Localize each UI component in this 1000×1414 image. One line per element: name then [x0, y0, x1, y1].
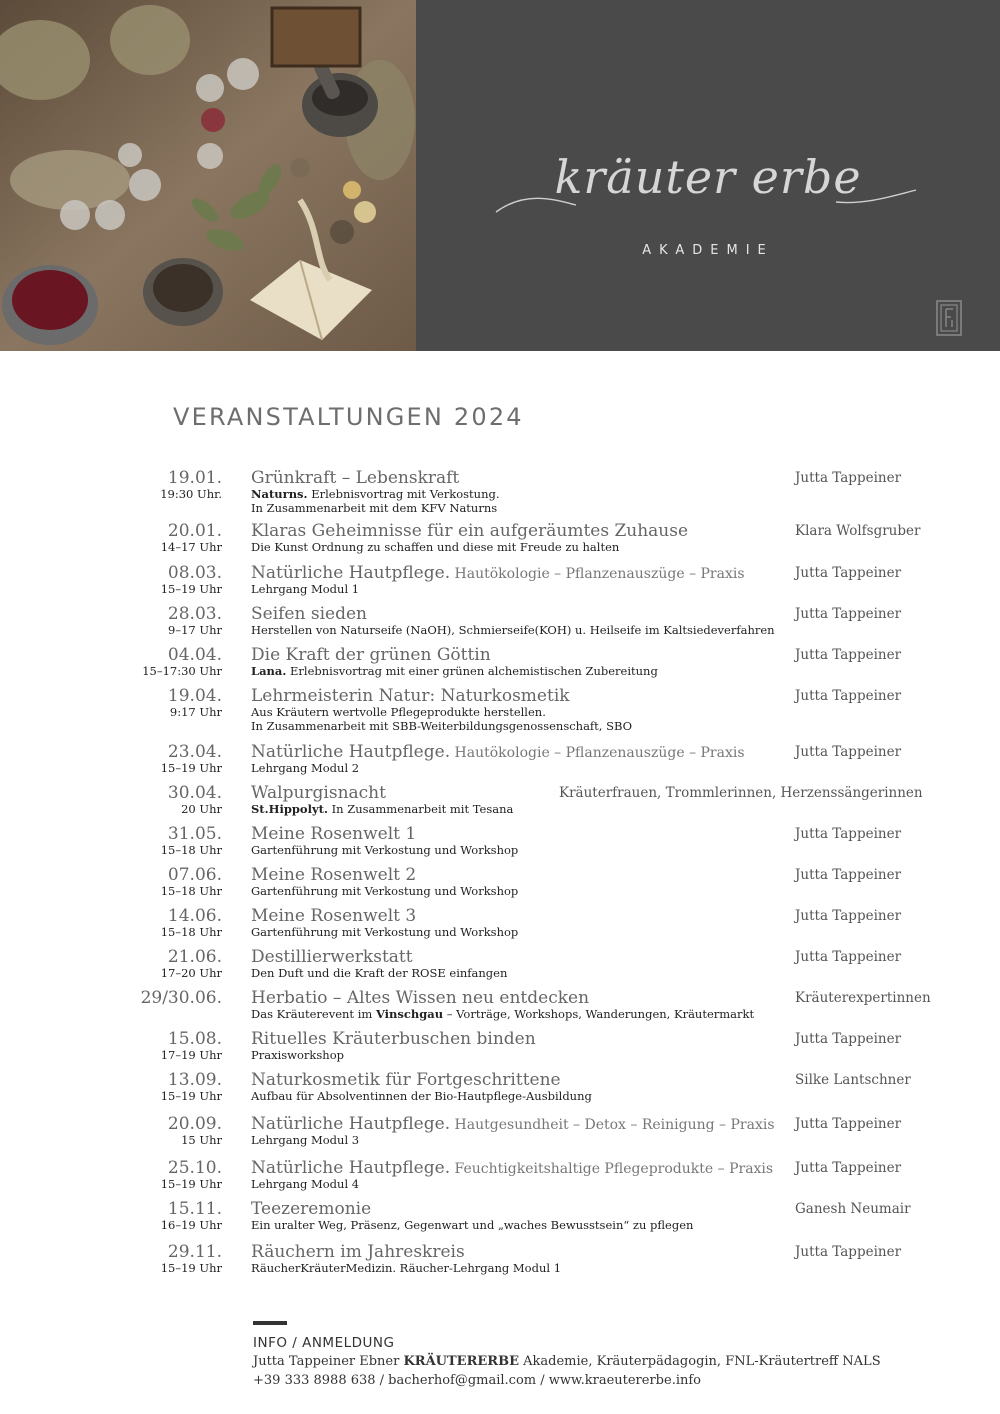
event-time: 15–19 Uhr [160, 761, 222, 775]
event-time: 17–19 Uhr [160, 1048, 222, 1062]
event-description: Praxisworkshop [251, 1048, 344, 1062]
event-title: Rituelles Kräuterbuschen binden [251, 1029, 536, 1049]
herb-photo-illustration [0, 0, 416, 351]
event-description: Lana. Erlebnisvortrag mit einer grünen alchemistischen Zubereitung [251, 664, 658, 678]
event-description: Aus Kräutern wertvolle Pflegeprodukte herstellen. In Zusammenarbeit mit SBB-Weiterbildungsgenossenschaft, SBO [251, 705, 633, 733]
event-title: Die Kraft der grünen Göttin [251, 645, 491, 665]
event-speaker: Jutta Tappeiner [795, 565, 902, 581]
event-time: 9–17 Uhr [168, 623, 222, 637]
event-title: Herbatio – Altes Wissen neu entdecken [251, 988, 590, 1008]
event-date: 13.09. [167, 1070, 222, 1090]
event-speaker: Ganesh Neumair [795, 1201, 911, 1217]
event-time: 17–20 Uhr [160, 966, 222, 980]
event-date: 25.10. [167, 1158, 222, 1178]
event-speaker: Jutta Tappeiner [795, 908, 902, 924]
event-time: 15–19 Uhr [160, 1177, 222, 1191]
event-date: 29.11. [167, 1242, 222, 1262]
brand-logo-subtitle: AKADEMIE [642, 243, 774, 258]
event-speaker: Jutta Tappeiner [795, 647, 902, 663]
event-speaker: Jutta Tappeiner [795, 1031, 902, 1047]
event-title: Natürliche Hautpflege. Hautökologie – Pflanzenauszüge – Praxis [251, 742, 745, 762]
event-speaker: Jutta Tappeiner [795, 1116, 902, 1132]
event-title: Naturkosmetik für Fortgeschrittene [251, 1070, 561, 1090]
event-description: Das Kräuterevent im Vinschgau – Vorträge, Workshops, Wanderungen, Kräutermarkt [251, 1007, 755, 1021]
footer-contact-details: +39 333 8988 638 / bacherhof@gmail.com / www.kraeutererbe.info [253, 1373, 701, 1388]
event-description: Aufbau für Absolventinnen der Bio-Hautpflege-Ausbildung [251, 1089, 592, 1103]
event-description: Lehrgang Modul 2 [251, 761, 360, 775]
event-date: 15.11. [167, 1199, 222, 1219]
event-description: Herstellen von Naturseife (NaOH), Schmierseife(KOH) u. Heilseife im Kaltsiedeverfahren [251, 623, 775, 637]
event-title: Meine Rosenwelt 2 [251, 865, 417, 885]
event-time: 15–19 Uhr [160, 1089, 222, 1103]
event-description: Lehrgang Modul 4 [251, 1177, 360, 1191]
footer-divider [253, 1321, 287, 1325]
fnl-logo-icon [936, 300, 962, 336]
event-title: Klaras Geheimnisse für ein aufgeräumtes Zuhause [251, 521, 689, 541]
event-title: Räuchern im Jahreskreis [251, 1242, 465, 1262]
event-date: 20.09. [167, 1114, 222, 1134]
event-time: 14–17 Uhr [160, 540, 222, 554]
event-time: 15–19 Uhr [160, 582, 222, 596]
event-date: 28.03. [167, 604, 222, 624]
event-speaker: Jutta Tappeiner [795, 606, 902, 622]
event-time: 15–18 Uhr [160, 925, 222, 939]
event-title: Natürliche Hautpflege. Hautökologie – Pflanzenauszüge – Praxis [251, 563, 745, 583]
event-speaker: Kräuterexpertinnen [795, 990, 931, 1006]
event-speaker: Jutta Tappeiner [795, 1244, 902, 1260]
event-date: 08.03. [167, 563, 222, 583]
event-title: Destillierwerkstatt [251, 947, 413, 967]
event-time: 9:17 Uhr [169, 705, 222, 719]
event-speaker: Jutta Tappeiner [795, 949, 902, 965]
event-title: Natürliche Hautpflege. Feuchtigkeitshaltige Pflegeprodukte – Praxis [251, 1158, 774, 1178]
event-speaker: Jutta Tappeiner [795, 826, 902, 842]
event-title: Lehrmeisterin Natur: Naturkosmetik [251, 686, 570, 706]
event-date: 29/30.06. [140, 988, 222, 1008]
event-description: Gartenführung mit Verkostung und Workshop [251, 843, 519, 857]
event-title: Natürliche Hautpflege. Hautgesundheit – Detox – Reinigung – Praxis [251, 1114, 775, 1134]
event-speaker: Silke Lantschner [795, 1072, 911, 1088]
event-date: 15.08. [167, 1029, 222, 1049]
event-speaker: Jutta Tappeiner [795, 867, 902, 883]
event-time: 15–19 Uhr [160, 1261, 222, 1275]
event-description: Gartenführung mit Verkostung und Workshop [251, 884, 519, 898]
event-date: 20.01. [167, 521, 222, 541]
event-date: 21.06. [167, 947, 222, 967]
event-speaker: Jutta Tappeiner [795, 744, 902, 760]
brand-logo-name: kräuter erbe [554, 150, 862, 204]
event-date: 04.04. [167, 645, 222, 665]
event-date: 19.01. [167, 468, 222, 488]
page-title: VERANSTALTUNGEN 2024 [173, 403, 524, 431]
event-date: 14.06. [167, 906, 222, 926]
event-description: Die Kunst Ordnung zu schaffen und diese mit Freude zu halten [251, 540, 620, 554]
event-date: 23.04. [167, 742, 222, 762]
event-title: Seifen sieden [251, 604, 367, 624]
event-time: 15–17:30 Uhr [142, 664, 222, 678]
event-speaker: Jutta Tappeiner [795, 1160, 902, 1176]
event-description: St.Hippolyt. In Zusammenarbeit mit Tesana [251, 802, 514, 816]
event-time: 15 Uhr [181, 1133, 222, 1147]
event-description: Lehrgang Modul 3 [251, 1133, 360, 1147]
herb-still-life-photo [0, 0, 416, 351]
event-description: Den Duft und die Kraft der ROSE einfangen [251, 966, 508, 980]
event-time: 15–18 Uhr [160, 843, 222, 857]
event-date: 07.06. [167, 865, 222, 885]
event-description: Lehrgang Modul 1 [251, 582, 360, 596]
event-description: Gartenführung mit Verkostung und Workshop [251, 925, 519, 939]
footer-contact-line: Jutta Tappeiner Ebner KRÄUTERERBE Akademie, Kräuterpädagogin, FNL-Kräutertreff NALS [253, 1354, 881, 1369]
header [0, 0, 1000, 351]
event-date: 30.04. [167, 783, 222, 803]
event-speaker: Klara Wolfsgruber [795, 523, 921, 539]
event-speaker: Kräuterfrauen, Trommlerinnen, Herzenssängerinnen [559, 785, 923, 801]
event-time: 16–19 Uhr [160, 1218, 222, 1232]
event-time: 19:30 Uhr. [160, 487, 222, 501]
event-title: Walpurgisnacht [251, 783, 386, 803]
event-time: 20 Uhr [181, 802, 222, 816]
event-description: RäucherKräuterMedizin. Räucher-Lehrgang Modul 1 [251, 1261, 562, 1275]
event-time: 15–18 Uhr [160, 884, 222, 898]
brand-panel [416, 0, 1000, 351]
event-title: Grünkraft – Lebenskraft [251, 468, 460, 488]
event-speaker: Jutta Tappeiner [795, 688, 902, 704]
event-title: Teezeremonie [251, 1199, 372, 1219]
event-speaker: Jutta Tappeiner [795, 470, 902, 486]
event-date: 31.05. [167, 824, 222, 844]
event-description: Naturns. Erlebnisvortrag mit Verkostung. In Zusammenarbeit mit dem KFV Naturns [251, 487, 500, 515]
event-date: 19.04. [167, 686, 222, 706]
footer-heading: INFO / ANMELDUNG [253, 1335, 395, 1351]
event-description: Ein uralter Weg, Präsenz, Gegenwart und „waches Bewusstsein“ zu pflegen [251, 1218, 694, 1232]
event-title: Meine Rosenwelt 3 [251, 906, 417, 926]
event-title: Meine Rosenwelt 1 [251, 824, 417, 844]
